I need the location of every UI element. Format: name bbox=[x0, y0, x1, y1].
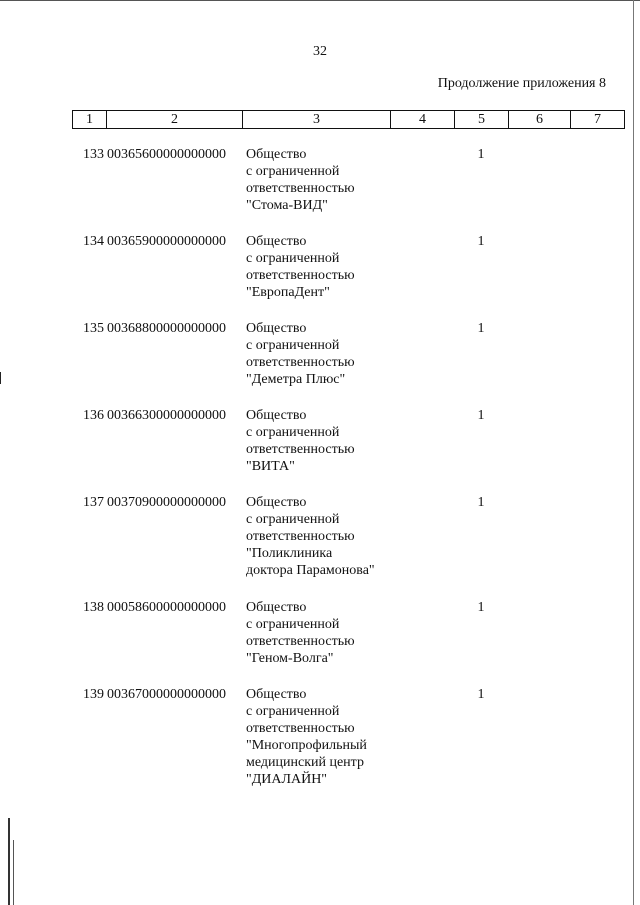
organization-name-line: "ЕвропаДент" bbox=[246, 285, 330, 300]
organization-name-line: "Поликлиника bbox=[246, 546, 333, 561]
organization-name bbox=[246, 599, 426, 667]
column-header-4: 4 bbox=[391, 111, 455, 129]
organization-name-line: с ограниченной bbox=[246, 164, 340, 179]
organization-name-line: Общество bbox=[246, 495, 307, 510]
column-5-value: 1 bbox=[477, 600, 485, 615]
organization-name-line: ответственностью bbox=[246, 355, 355, 370]
table-row bbox=[0, 320, 640, 388]
column-header-table bbox=[72, 110, 625, 129]
organization-name bbox=[246, 320, 426, 388]
page-number: 32 bbox=[313, 44, 327, 59]
column-5-value: 1 bbox=[477, 321, 485, 336]
row-number: 136 bbox=[83, 408, 104, 423]
organization-name bbox=[246, 686, 426, 788]
row-code: 00370900000000000 bbox=[107, 495, 226, 510]
row-code: 00366300000000000 bbox=[107, 408, 226, 423]
organization-name-line: Общество bbox=[246, 147, 307, 162]
scan-mark bbox=[8, 818, 10, 905]
organization-name-line: с ограниченной bbox=[246, 251, 340, 266]
organization-name-line: Общество bbox=[246, 687, 307, 702]
table-row bbox=[0, 233, 640, 301]
table-row bbox=[0, 407, 640, 475]
continuation-caption: Продолжение приложения 8 bbox=[437, 76, 606, 91]
organization-name-line: ответственностью bbox=[246, 268, 355, 283]
organization-name-line: "Стома-ВИД" bbox=[246, 198, 328, 213]
organization-name-line: "Геном-Волга" bbox=[246, 651, 334, 666]
column-header-1: 1 bbox=[73, 111, 107, 129]
organization-name-line: ответственностью bbox=[246, 529, 355, 544]
organization-name-line: ответственностью bbox=[246, 634, 355, 649]
organization-name-line: с ограниченной bbox=[246, 338, 340, 353]
organization-name-line: Общество bbox=[246, 234, 307, 249]
column-header-7: 7 bbox=[571, 111, 625, 129]
organization-name-line: с ограниченной bbox=[246, 617, 340, 632]
column-5-value: 1 bbox=[477, 234, 485, 249]
organization-name-line: Общество bbox=[246, 321, 307, 336]
row-code: 00058600000000000 bbox=[107, 600, 226, 615]
column-5-value: 1 bbox=[477, 408, 485, 423]
organization-name-line: "Деметра Плюс" bbox=[246, 372, 346, 387]
row-number: 134 bbox=[83, 234, 104, 249]
column-5-value: 1 bbox=[477, 495, 485, 510]
scan-mark bbox=[13, 840, 14, 905]
organization-name-line: Общество bbox=[246, 408, 307, 423]
row-number: 138 bbox=[83, 600, 104, 615]
column-header-2: 2 bbox=[107, 111, 243, 129]
table-row bbox=[0, 599, 640, 667]
column-header-5: 5 bbox=[455, 111, 509, 129]
organization-name-line: "ВИТА" bbox=[246, 459, 295, 474]
column-header-6: 6 bbox=[509, 111, 571, 129]
organization-name-line: Общество bbox=[246, 600, 307, 615]
organization-name bbox=[246, 233, 426, 301]
row-number: 137 bbox=[83, 495, 104, 510]
organization-name-line: ответственностью bbox=[246, 181, 355, 196]
organization-name-line: медицинский центр bbox=[246, 755, 364, 770]
column-5-value: 1 bbox=[477, 147, 485, 162]
row-number: 135 bbox=[83, 321, 104, 336]
organization-name-line: с ограниченной bbox=[246, 425, 340, 440]
organization-name-line: "Многопрофильный bbox=[246, 738, 367, 753]
organization-name-line: доктора Парамонова" bbox=[246, 563, 375, 578]
row-code: 00367000000000000 bbox=[107, 687, 226, 702]
table-row bbox=[0, 146, 640, 214]
scan-top-edge bbox=[0, 0, 640, 1]
organization-name-line: с ограниченной bbox=[246, 512, 340, 527]
row-code: 00365900000000000 bbox=[107, 234, 226, 249]
table-row bbox=[0, 494, 640, 579]
organization-name-line: с ограниченной bbox=[246, 704, 340, 719]
row-number: 139 bbox=[83, 687, 104, 702]
organization-name-line: ответственностью bbox=[246, 721, 355, 736]
row-code: 00365600000000000 bbox=[107, 147, 226, 162]
organization-name bbox=[246, 146, 426, 214]
organization-name bbox=[246, 494, 426, 579]
column-header-3: 3 bbox=[243, 111, 391, 129]
row-number: 133 bbox=[83, 147, 104, 162]
row-code: 00368800000000000 bbox=[107, 321, 226, 336]
column-header-row bbox=[73, 111, 625, 129]
organization-name-line: ответственностью bbox=[246, 442, 355, 457]
organization-name bbox=[246, 407, 426, 475]
column-5-value: 1 bbox=[477, 687, 485, 702]
table-row bbox=[0, 686, 640, 788]
organization-name-line: "ДИАЛАЙН" bbox=[246, 772, 328, 787]
